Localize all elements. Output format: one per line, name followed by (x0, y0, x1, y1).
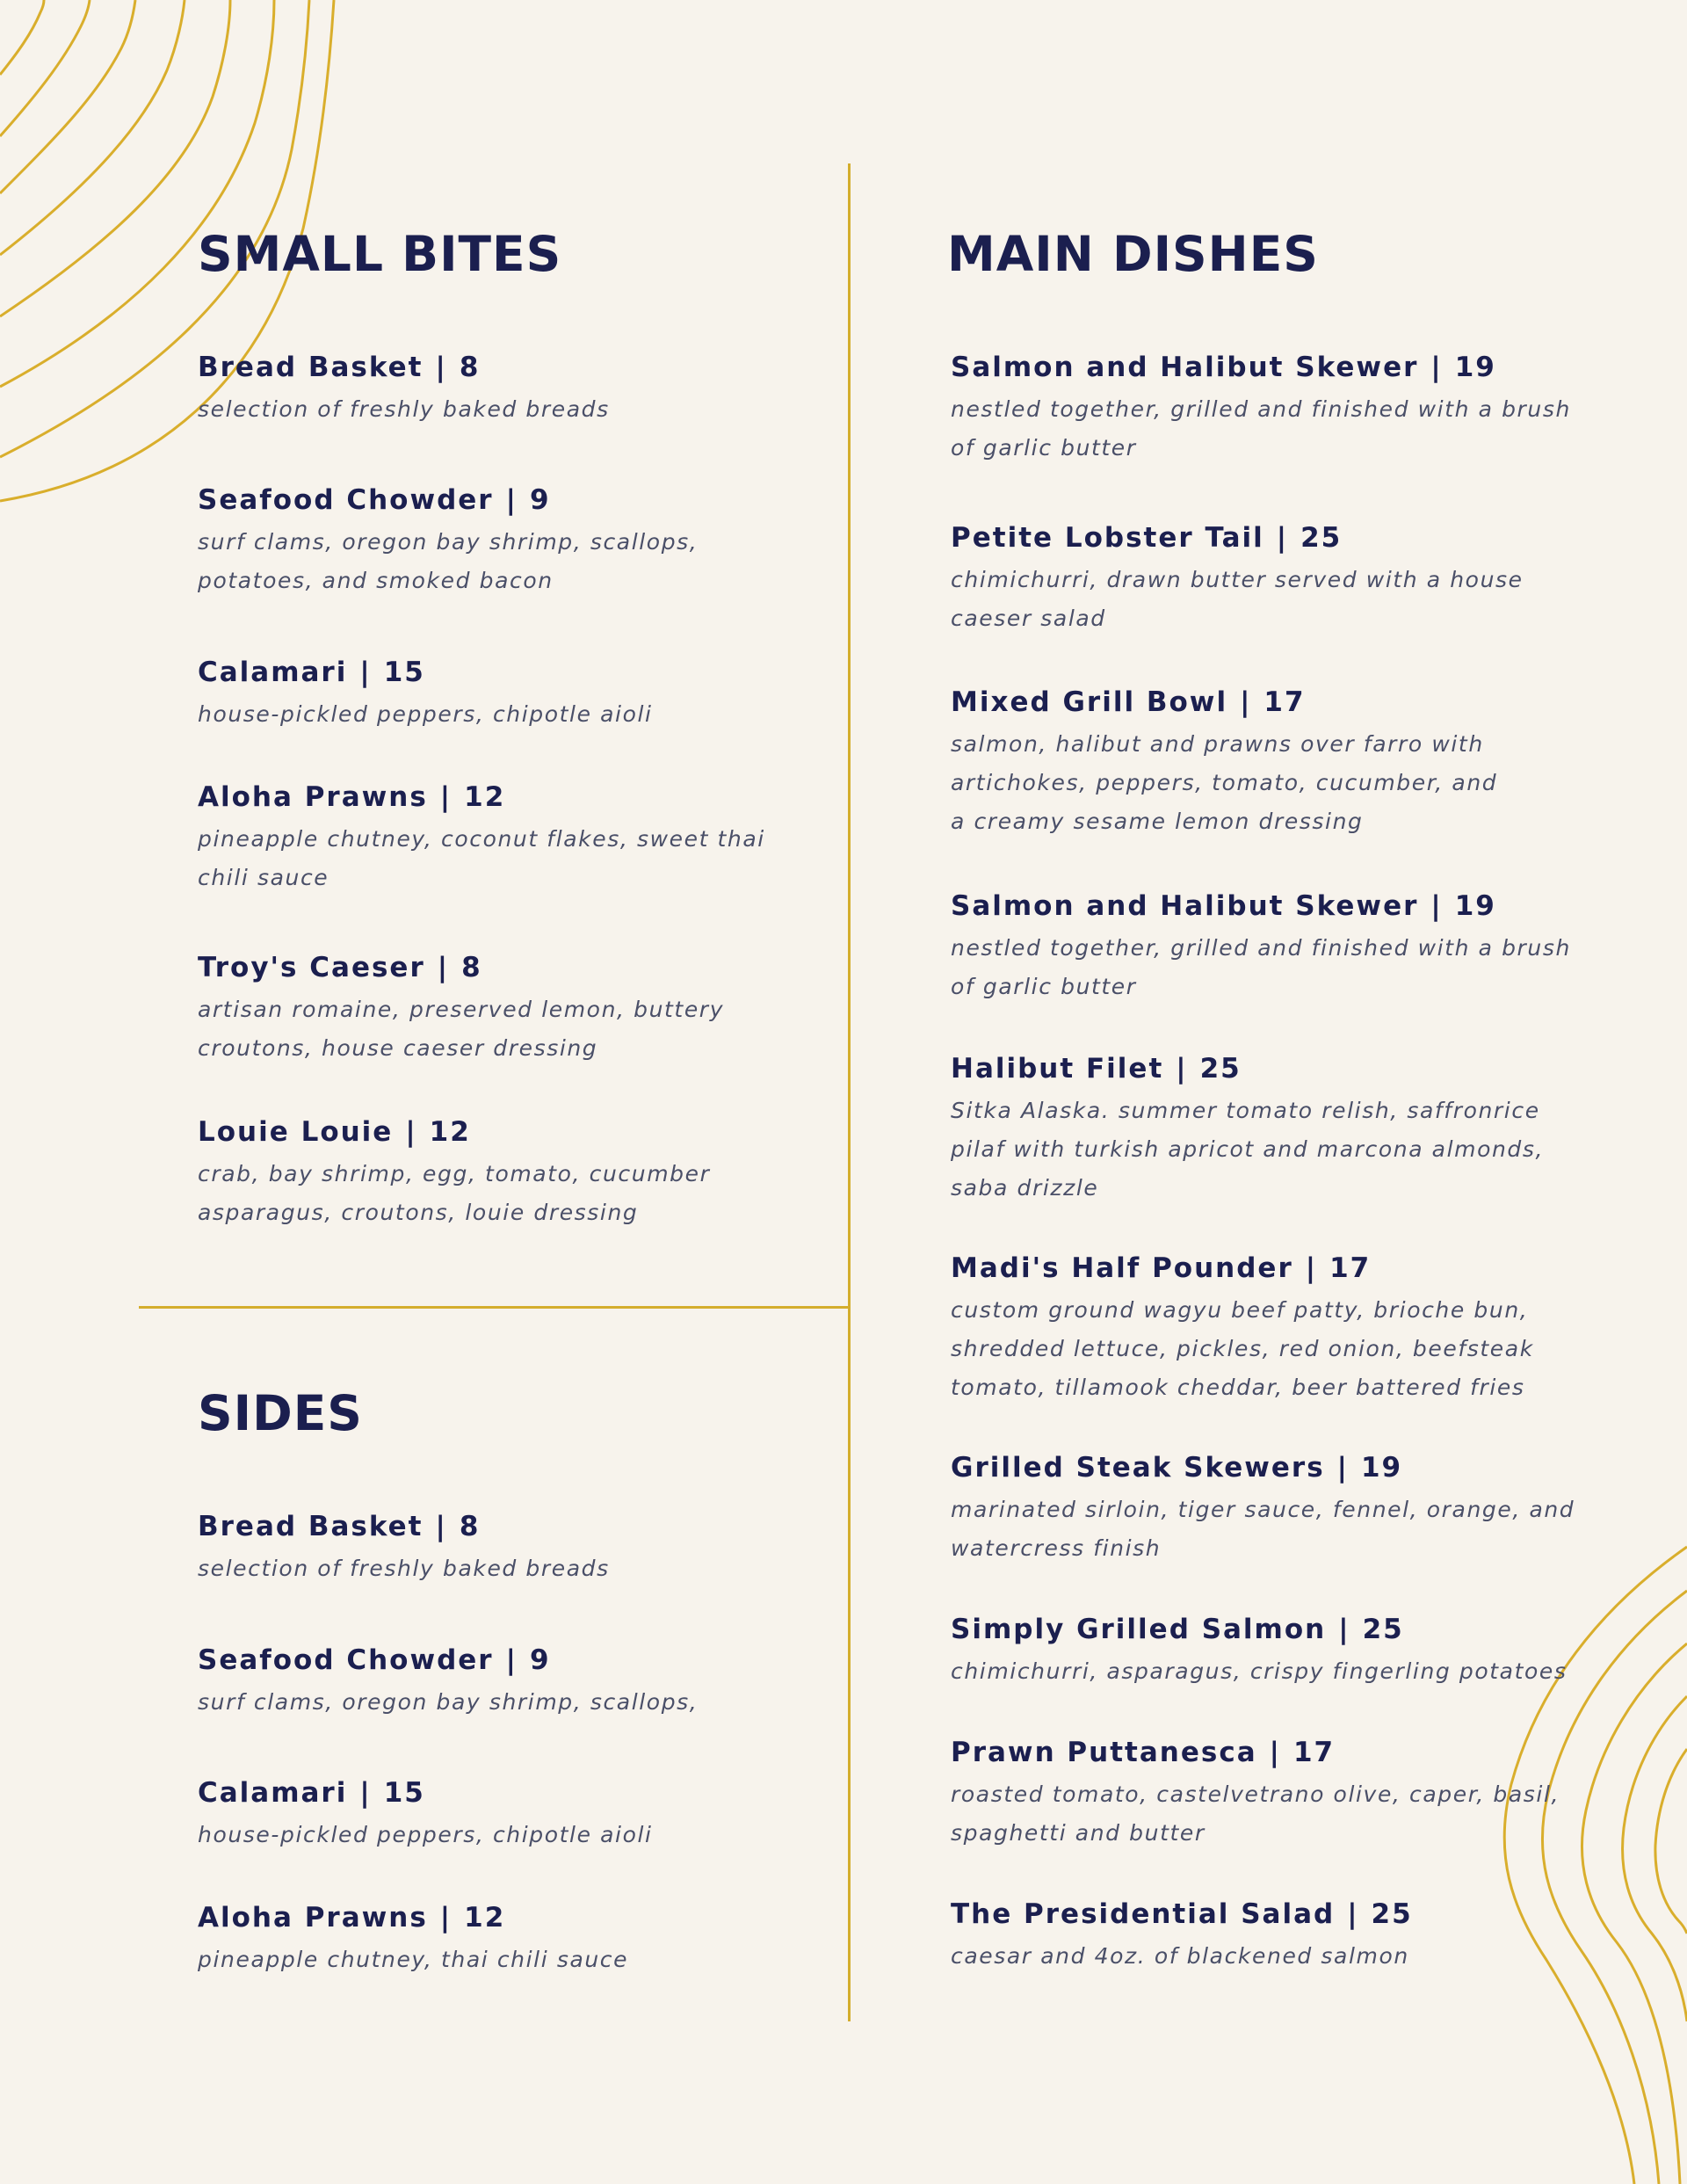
menu-item-price: 8 (459, 1511, 481, 1542)
menu-item-heading (198, 1509, 865, 1544)
menu-item-price: 15 (383, 1777, 425, 1809)
menu-item-description: salmon, halibut and prawns over farro with artichokes, peppers, tomato, cucumber, and a creamy sesame lemon dressing (951, 731, 1498, 834)
menu-item-heading (198, 483, 865, 518)
price-separator: | (439, 1902, 453, 1934)
menu-item-description: custom ground wagyu beef patty, brioche bun, shredded lettuce, pickles, red onion, beefsteak tomato, tillamook cheddar, beer battered fries (951, 1297, 1534, 1400)
menu-item-description: house-pickled peppers, chipotle aioli (198, 701, 653, 727)
menu-item-heading (951, 1897, 1618, 1932)
right-column (947, 0, 1671, 2184)
menu-item-name: Bread Basket (198, 352, 424, 383)
menu-item-description: selection of freshly baked breads (198, 396, 610, 422)
menu-item-name: The Presidential Salad (951, 1898, 1336, 1930)
price-separator: | (437, 952, 450, 983)
price-separator: | (505, 1644, 518, 1676)
menu-item-heading (198, 1900, 865, 1935)
menu-item-name: Petite Lobster Tail (951, 522, 1264, 554)
menu-item-name: Mixed Grill Bowl (951, 686, 1228, 718)
menu-item-name: Calamari (198, 657, 348, 688)
main-dishes-title: MAIN DISHES (947, 226, 1319, 282)
menu-item-description: chimichurri, drawn butter served with a house caeser salad (951, 567, 1524, 631)
main-dishes-item (951, 350, 1618, 468)
menu-item-heading (198, 1775, 865, 1810)
menu-item-price: 17 (1292, 1737, 1336, 1768)
small-bites-item (198, 350, 865, 429)
menu-item-name: Prawn Puttanesca (951, 1737, 1257, 1768)
small-bites-title: SMALL BITES (198, 226, 562, 282)
menu-item-price: 15 (383, 657, 425, 688)
menu-item-price: 25 (1371, 1898, 1413, 1930)
price-separator: | (1347, 1898, 1359, 1930)
menu-item-heading (198, 350, 865, 385)
menu-item-name: Halibut Filet (951, 1053, 1164, 1085)
main-dishes-item (951, 1251, 1618, 1407)
main-dishes-item (951, 1735, 1618, 1853)
small-bites-item (198, 655, 865, 734)
menu-item-description: marinated sirloin, tiger sauce, fennel, orange, and watercress finish (951, 1497, 1575, 1561)
price-separator: | (1336, 1452, 1349, 1484)
left-column (198, 0, 830, 2184)
menu-item-description: surf clams, oregon bay shrimp, scallops, (198, 1689, 699, 1715)
menu-item-price: 8 (461, 952, 482, 983)
menu-item-heading (198, 1114, 865, 1150)
menu-item-description: surf clams, oregon bay shrimp, scallops, potatoes, and smoked bacon (198, 529, 699, 593)
menu-item-description: pineapple chutney, coconut flakes, sweet thai chili sauce (198, 826, 765, 890)
menu-item-description: Sitka Alaska. summer tomato relish, saffronrice pilaf with turkish apricot and marcona almonds, saba drizzle (951, 1098, 1545, 1201)
menu-item-name: Aloha Prawns (198, 781, 428, 813)
price-separator: | (359, 657, 372, 688)
menu-item-description: nestled together, grilled and finished with a brush of garlic butter (951, 396, 1571, 461)
menu-item-price: 19 (1360, 1452, 1403, 1484)
menu-item-price: 9 (529, 484, 551, 516)
menu-item-description: artisan romaine, preserved lemon, buttery croutons, house caeser dressing (198, 997, 725, 1061)
menu-item-description: nestled together, grilled and finished with a brush of garlic butter (951, 935, 1571, 999)
sides-item (198, 1643, 865, 1722)
menu-item-name: Grilled Steak Skewers (951, 1452, 1325, 1484)
menu-item-heading (951, 1612, 1618, 1647)
menu-item-heading (951, 685, 1618, 720)
menu-item-description: roasted tomato, castelvetrano olive, caper, basil, spaghetti and butter (951, 1781, 1560, 1846)
price-separator: | (405, 1116, 417, 1148)
price-separator: | (1338, 1614, 1350, 1645)
menu-item-name: Aloha Prawns (198, 1902, 428, 1934)
menu-item-price: 12 (464, 781, 506, 813)
menu-item-price: 8 (459, 352, 481, 383)
menu-item-heading (198, 950, 865, 985)
menu-item-heading (951, 350, 1618, 385)
menu-item-name: Madi's Half Pounder (951, 1252, 1293, 1284)
sides-item (198, 1900, 865, 1979)
menu-item-name: Seafood Chowder (198, 484, 494, 516)
menu-item-heading (951, 889, 1618, 924)
menu-item-heading (198, 780, 865, 815)
sides-item (198, 1509, 865, 1588)
menu-item-description: selection of freshly baked breads (198, 1556, 610, 1581)
menu-item-description: chimichurri, asparagus, crispy fingerling potatoes (951, 1658, 1568, 1684)
main-dishes-item (951, 520, 1618, 638)
price-separator: | (1305, 1252, 1318, 1284)
menu-item-price: 19 (1454, 352, 1496, 383)
main-dishes-item (951, 1051, 1618, 1208)
menu-item-name: Louie Louie (198, 1116, 394, 1148)
price-separator: | (439, 781, 453, 813)
menu-item-price: 9 (529, 1644, 551, 1676)
price-separator: | (505, 484, 518, 516)
main-dishes-item (951, 685, 1618, 841)
small-bites-item (198, 780, 865, 897)
menu-item-name: Calamari (198, 1777, 348, 1809)
menu-item-name: Salmon and Halibut Skewer (951, 352, 1419, 383)
main-dishes-item (951, 889, 1618, 1006)
menu-item-name: Simply Grilled Salmon (951, 1614, 1327, 1645)
small-bites-item (198, 483, 865, 600)
price-separator: | (359, 1777, 372, 1809)
menu-item-price: 12 (429, 1116, 471, 1148)
price-separator: | (435, 352, 447, 383)
menu-item-heading (951, 1735, 1618, 1770)
menu-item-name: Troy's Caeser (198, 952, 425, 983)
menu-item-heading (951, 520, 1618, 555)
main-dishes-item (951, 1897, 1618, 1976)
small-bites-item (198, 1114, 865, 1232)
menu-item-price: 25 (1300, 522, 1343, 554)
menu-item-price: 25 (1199, 1053, 1242, 1085)
price-separator: | (1430, 890, 1443, 922)
price-separator: | (1276, 522, 1289, 554)
menu-item-heading (951, 1051, 1618, 1086)
price-separator: | (1430, 352, 1443, 383)
sides-item (198, 1775, 865, 1854)
small-bites-item (198, 950, 865, 1068)
main-dishes-item (951, 1450, 1618, 1568)
price-separator: | (1176, 1053, 1188, 1085)
menu-item-price: 17 (1329, 1252, 1372, 1284)
price-separator: | (1269, 1737, 1281, 1768)
sides-title: SIDES (198, 1385, 363, 1441)
menu-item-description: crab, bay shrimp, egg, tomato, cucumber asparagus, croutons, louie dressing (198, 1161, 711, 1225)
menu-item-description: pineapple chutney, thai chili sauce (198, 1947, 629, 1972)
menu-item-name: Seafood Chowder (198, 1644, 494, 1676)
main-dishes-item (951, 1612, 1618, 1691)
menu-item-heading (198, 1643, 865, 1678)
menu-item-name: Salmon and Halibut Skewer (951, 890, 1419, 922)
menu-item-name: Bread Basket (198, 1511, 424, 1542)
menu-item-price: 25 (1362, 1614, 1404, 1645)
vertical-divider (848, 163, 851, 2021)
price-separator: | (1240, 686, 1252, 718)
menu-item-heading (198, 655, 865, 690)
menu-item-description: house-pickled peppers, chipotle aioli (198, 1822, 653, 1847)
menu-item-price: 17 (1263, 686, 1306, 718)
price-separator: | (435, 1511, 447, 1542)
menu-item-price: 19 (1454, 890, 1496, 922)
menu-item-price: 12 (464, 1902, 506, 1934)
menu-item-heading (951, 1450, 1618, 1485)
menu-item-heading (951, 1251, 1618, 1286)
menu-item-description: caesar and 4oz. of blackened salmon (951, 1943, 1409, 1969)
